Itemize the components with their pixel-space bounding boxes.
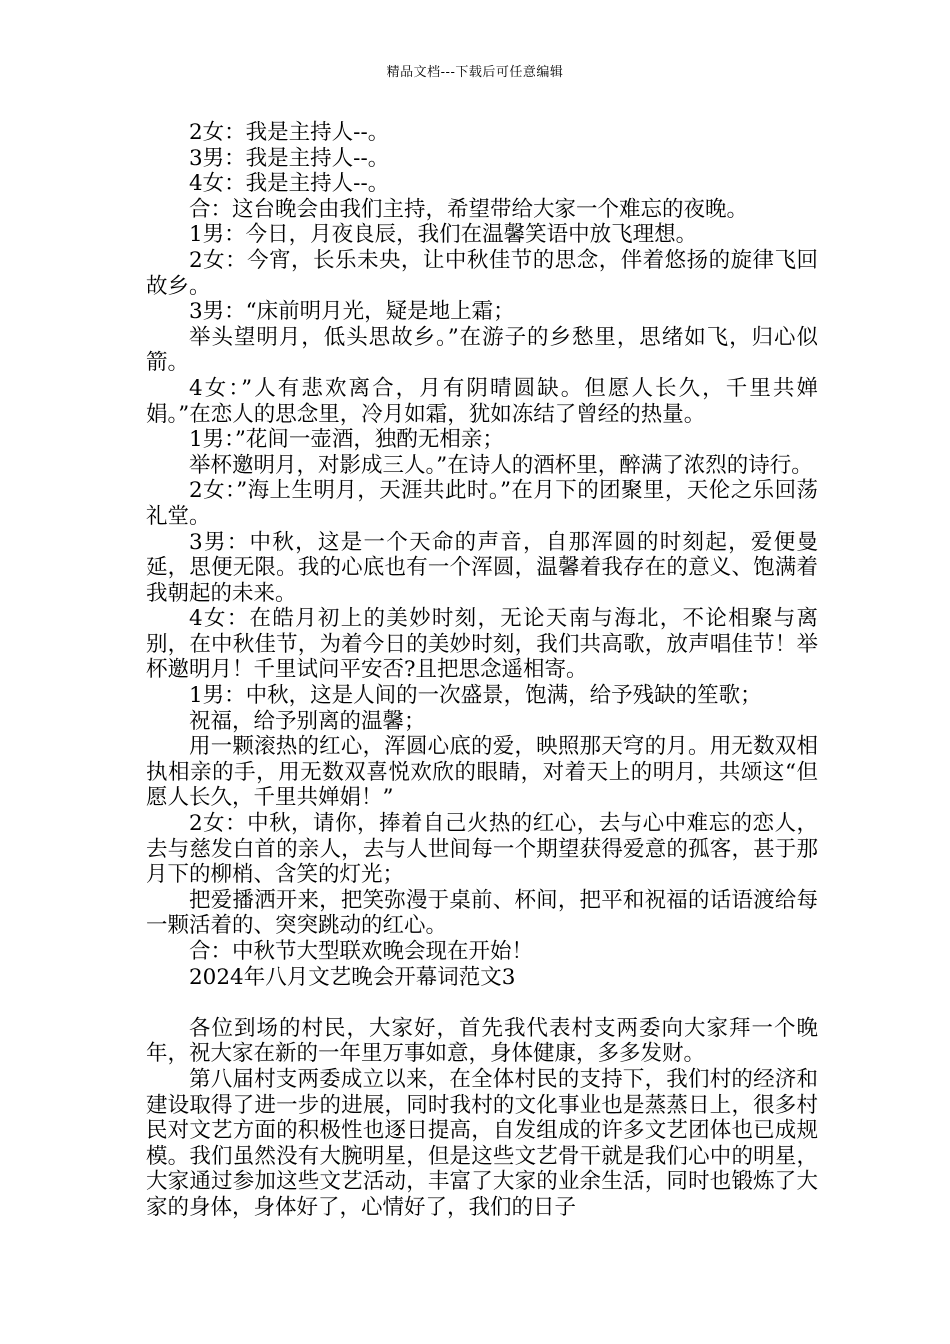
- paragraph: 举头望明月，低头思故乡。”在游子的乡愁里，思绪如飞，归心似箭。: [146, 324, 818, 376]
- section-title: 2024年八月文艺晚会开幕词范文3: [189, 964, 516, 990]
- paragraph: 祝福，给予别离的温馨；: [189, 708, 426, 734]
- document-body: [146, 120, 818, 1221]
- page-header: 精品文档---下载后可任意编辑: [386, 65, 564, 80]
- paragraph: 举杯邀明月，对影成三人。”在诗人的酒杯里，醉满了浓烈的诗行。: [189, 452, 813, 478]
- paragraph: 合：中秋节大型联欢晚会现在开始！: [189, 939, 534, 964]
- paragraph: 2女：我是主持人--。: [189, 120, 390, 145]
- paragraph: 2女：今宵，长乐未央，让中秋佳节的思念，伴着悠扬的旋律飞回故乡。: [146, 247, 818, 299]
- paragraph: 4女：我是主持人--。: [189, 171, 390, 197]
- paragraph: 4女：”人有悲欢离合，月有阴晴圆缺。但愿人长久，千里共婵娟。”在恋人的思念里，冷月如霜，犹如冻结了曾经的热量。: [146, 375, 818, 427]
- paragraph: 1男：今日，月夜良辰，我们在温馨笑语中放飞理想。: [189, 222, 698, 248]
- paragraph: 把爱播洒开来，把笑弥漫于桌前、杯间，把平和祝福的话语渡给每一颗活着的、突突跳动的红心。: [146, 887, 818, 939]
- paragraph: 各位到场的村民，大家好，首先我代表村支两委向大家拜一个晚年，祝大家在新的一年里万事如意，身体健康，多多发财。: [146, 1015, 818, 1067]
- paragraph: 2女：”海上生明月，天涯共此时。”在月下的团聚里，天伦之乐回荡礼堂。: [146, 478, 818, 529]
- paragraph: 3男：我是主持人--。: [189, 145, 390, 171]
- paragraph: 2女：中秋，请你，捧着自己火热的红心，去与心中难忘的恋人，去与慈发白首的亲人，去与人世间每一个期望获得爱意的孤客，甚于那月下的柳梢、含笑的灯光；: [146, 811, 818, 888]
- paragraph: 用一颗滚热的红心，浑圆心底的爱，映照那天穹的月。用无数双相执相亲的手，用无数双喜悦欢欣的眼睛，对着天上的明月，共颂这“但愿人长久，千里共婵娟！”: [146, 734, 818, 811]
- paragraph: 3男：“床前明月光，疑是地上霜；: [189, 299, 515, 325]
- paragraph: 1男：中秋，这是人间的一次盛景，饱满，给予残缺的笙歌；: [189, 683, 762, 709]
- paragraph: 4女：在皓月初上的美妙时刻，无论天南与海北，不论相聚与离别，在中秋佳节，为着今日的美妙时刻，我们共高歌，放声唱佳节！举杯邀明月！千里试问平安否?且把思念遥相寄。: [146, 606, 818, 683]
- paragraph: 3男：中秋，这是一个天命的声音，自那浑圆的时刻起，爱便曼延，思便无限。我的心底也有一个浑圆，温馨着我存在的意义、饱满着我朝起的未来。: [146, 529, 818, 606]
- paragraph: 第八届村支两委成立以来，在全体村民的支持下，我们村的经济和建设取得了进一步的进展，同时我村的文化事业也是蒸蒸日上，很多村民对文艺方面的积极性也逐日提高，自发组成的许多文艺团体也已成规模。我们虽然没有大腕明星，但是这些文艺骨干就是我们心中的明星，大家通过参加这些文艺活动，丰富了大家的业余生活，同时也锻炼了大家的身体，身体好了，心情好了，我们的日子: [146, 1066, 818, 1220]
- paragraph: 合：这台晚会由我们主持，希望带给大家一个难忘的夜晚。: [189, 196, 749, 222]
- paragraph: 1男：”花间一壶酒，独酌无相亲；: [189, 427, 504, 453]
